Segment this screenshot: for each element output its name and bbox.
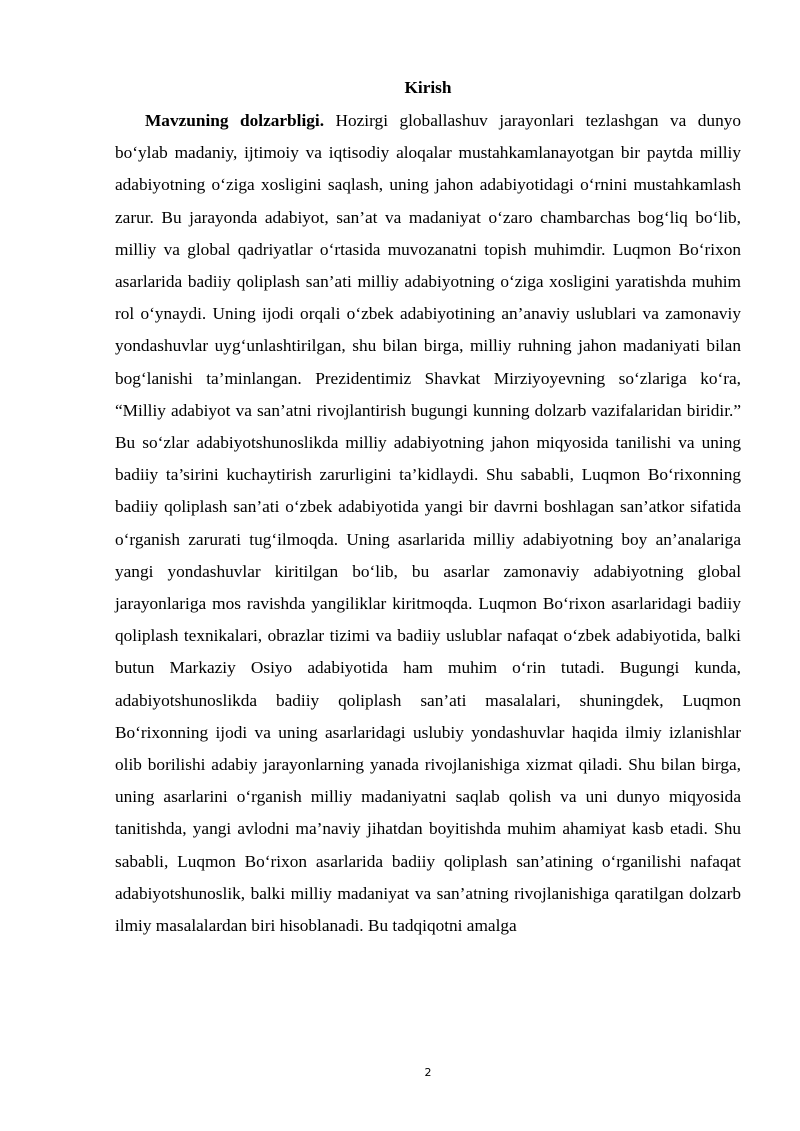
paragraph-lead: Mavzuning dolzarbligi. [145, 111, 325, 130]
paragraph-text: Hozirgi globallashuv jarayonlari tezlashgan va dunyo bo‘ylab madaniy, ijtimoiy va iqtisodiy aloqalar mustahkamlanayotgan bir paytda milliy adabiyotning o‘ziga xosligini saqlash, uning jahon adabiyotidagi o‘rnini mustahkamlash zarur. Bu jarayonda adabiyot, san’at va madaniyat o‘zaro chambarchas bog‘liq bo‘lib, milliy va global qadriyatlar o‘rtasida muvozanatni topish muhimdir. Luqmon Bo‘rixon asarlarida badiiy qoliplash san’ati milliy adabiyotning o‘ziga xosligini yaratishda muhim rol o‘ynaydi. Uning ijodi orqali o‘zbek adabiyotining an’anaviy uslublari va zamonaviy yondashuvlar uyg‘unlashtirilgan, shu bilan birga, milliy ruhning jahon madaniyati bilan bog‘lanishi ta’minlangan. Prezidentimiz Shavkat Mirziyoyevning so‘zlariga ko‘ra, “Milliy adabiyot va san’atni rivojlantirish bugungi kunning dolzarb vazifalaridan biridir.” Bu so‘zlar adabiyotshunoslikda milliy adabiyotning jahon miqyosida tanilishi va uning badiiy ta’sirini kuchaytirish zarurligini ta’kidlaydi. Shu sababli, Luqmon Bo‘rixonning badiiy qoliplash san’ati o‘zbek adabiyotida yangi bir davrni boshlagan san’atkor sifatida o‘rganish zarurati tug‘ilmoqda. Uning asarlarida milliy adabiyotning boy an’analariga yangi yondashuvlar kiritilgan bo‘lib, bu asarlar zamonaviy adabiyotning global jarayonlariga mos ravishda yangiliklar kiritmoqda. Luqmon Bo‘rixon asarlaridagi badiiy qoliplash texnikalari, obrazlar tizimi va badiiy uslublar nafaqat o‘zbek adabiyotida, balki butun Markaziy Osiyo adabiyotida ham muhim o‘rin tutadi. Bugungi kunda, adabiyotshunoslikda badiiy qoliplash san’ati masalalari, shuningdek, Luqmon Bo‘rixonning ijodi va uning asarlaridagi uslubiy yondashuvlar haqida ilmiy izlanishlar olib borilishi adabiy jarayonlarning yanada rivojlanishiga xizmat qiladi. Shu bilan birga, uning asarlarini o‘rganish milliy madaniyatni saqlab qolish va uni dunyo miqyosida tanitishda, yangi avlodni ma’naviy jihatdan boyitishda muhim ahamiyat kasb etadi. Shu sababli, Luqmon Bo‘rixon asarlarida badiiy qoliplash san’atining o‘rganilishi nafaqat adabiyotshunoslik, balki milliy madaniyat va san’atning rivojlanishiga qaratilgan dolzarb ilmiy masalalardan biri hisoblanadi. Bu tadqiqotni amalga [115, 111, 741, 936]
page-number: 2 [424, 1066, 432, 1079]
section-heading: Kirish [404, 78, 452, 97]
body-paragraph [115, 105, 741, 942]
